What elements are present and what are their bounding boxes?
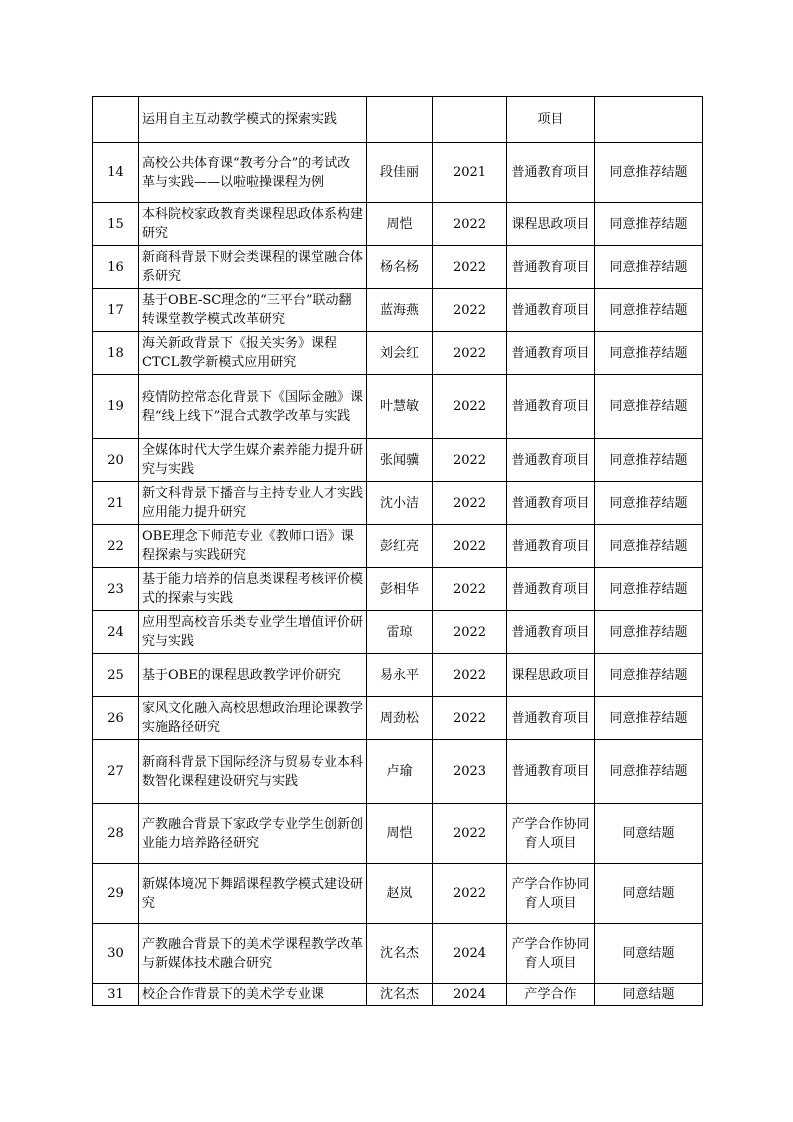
table-body	[93, 97, 703, 1006]
review-result-cell: 同意推荐结题	[595, 740, 703, 804]
project-title-cell: 家风文化融入高校思想政治理论课教学实施路径研究	[139, 697, 367, 740]
row-number-cell: 21	[93, 482, 139, 525]
row-number-cell: 28	[93, 804, 139, 864]
project-leader-cell: 段佳丽	[367, 143, 433, 203]
table-row	[93, 332, 703, 375]
project-leader-cell: 周劲松	[367, 697, 433, 740]
row-number-cell: 20	[93, 439, 139, 482]
review-result-cell: 同意推荐结题	[595, 482, 703, 525]
table-row	[93, 740, 703, 804]
project-title-cell: 新商科背景下国际经济与贸易专业本科数智化课程建设研究与实践	[139, 740, 367, 804]
project-year-cell: 2024	[433, 924, 507, 984]
project-type-cell: 产学合作协同育人项目	[507, 864, 595, 924]
project-title-cell: 海关新政背景下《报关实务》课程CTCL教学新模式应用研究	[139, 332, 367, 375]
project-type-cell: 普通教育项目	[507, 740, 595, 804]
project-year-cell: 2022	[433, 375, 507, 439]
review-result-cell: 同意推荐结题	[595, 525, 703, 568]
project-leader-cell: 沈名杰	[367, 984, 433, 1006]
project-type-cell: 普通教育项目	[507, 375, 595, 439]
project-title-cell: 应用型高校音乐类专业学生增值评价研究与实践	[139, 611, 367, 654]
project-leader-cell: 卢瑜	[367, 740, 433, 804]
row-number-cell: 16	[93, 246, 139, 289]
project-type-cell: 产学合作协同育人项目	[507, 804, 595, 864]
review-result-cell: 同意推荐结题	[595, 611, 703, 654]
project-year-cell: 2022	[433, 611, 507, 654]
project-type-cell: 普通教育项目	[507, 611, 595, 654]
row-number-cell: 14	[93, 143, 139, 203]
row-number-cell: 24	[93, 611, 139, 654]
project-year-cell: 2021	[433, 143, 507, 203]
project-title-cell: 基于OBE-SC理念的“三平台”联动翻转课堂教学模式改革研究	[139, 289, 367, 332]
project-year-cell: 2022	[433, 289, 507, 332]
project-type-cell: 课程思政项目	[507, 203, 595, 246]
row-number-cell: 23	[93, 568, 139, 611]
table-row	[93, 203, 703, 246]
table-row	[93, 482, 703, 525]
project-leader-cell	[367, 97, 433, 143]
project-type-cell: 项目	[507, 97, 595, 143]
row-number-cell: 17	[93, 289, 139, 332]
table-row	[93, 525, 703, 568]
project-title-cell: 校企合作背景下的美术学专业课	[139, 984, 367, 1006]
project-title-cell: 全媒体时代大学生媒介素养能力提升研究与实践	[139, 439, 367, 482]
review-result-cell: 同意推荐结题	[595, 246, 703, 289]
review-result-cell: 同意推荐结题	[595, 568, 703, 611]
table-row	[93, 568, 703, 611]
project-year-cell: 2022	[433, 332, 507, 375]
project-year-cell: 2022	[433, 439, 507, 482]
row-number-cell: 30	[93, 924, 139, 984]
table-row	[93, 697, 703, 740]
row-number-cell: 15	[93, 203, 139, 246]
review-result-cell: 同意推荐结题	[595, 439, 703, 482]
review-result-cell: 同意推荐结题	[595, 143, 703, 203]
review-result-cell: 同意推荐结题	[595, 289, 703, 332]
project-year-cell: 2024	[433, 984, 507, 1006]
row-number-cell: 27	[93, 740, 139, 804]
row-number-cell: 29	[93, 864, 139, 924]
project-type-cell: 普通教育项目	[507, 482, 595, 525]
table-row	[93, 143, 703, 203]
review-result-cell: 同意推荐结题	[595, 697, 703, 740]
review-result-cell: 同意推荐结题	[595, 203, 703, 246]
project-type-cell: 普通教育项目	[507, 332, 595, 375]
project-leader-cell: 周恺	[367, 203, 433, 246]
project-table	[92, 96, 703, 1006]
review-result-cell: 同意推荐结题	[595, 332, 703, 375]
project-year-cell: 2022	[433, 697, 507, 740]
project-year-cell: 2022	[433, 482, 507, 525]
project-leader-cell: 蓝海燕	[367, 289, 433, 332]
table-row	[93, 654, 703, 697]
table-row	[93, 246, 703, 289]
project-leader-cell: 彭相华	[367, 568, 433, 611]
project-type-cell: 产学合作协同育人项目	[507, 924, 595, 984]
project-title-cell: OBE理念下师范专业《教师口语》课程探索与实践研究	[139, 525, 367, 568]
review-result-cell: 同意结题	[595, 804, 703, 864]
project-type-cell: 普通教育项目	[507, 439, 595, 482]
row-number-cell: 18	[93, 332, 139, 375]
row-number-cell: 19	[93, 375, 139, 439]
table-row	[93, 375, 703, 439]
project-title-cell: 基于OBE的课程思政教学评价研究	[139, 654, 367, 697]
project-year-cell: 2022	[433, 525, 507, 568]
table-row	[93, 97, 703, 143]
project-leader-cell: 杨名杨	[367, 246, 433, 289]
project-title-cell: 产教融合背景下家政学专业学生创新创业能力培养路径研究	[139, 804, 367, 864]
project-leader-cell: 沈小洁	[367, 482, 433, 525]
project-type-cell: 普通教育项目	[507, 697, 595, 740]
project-title-cell: 新媒体境况下舞蹈课程教学模式建设研究	[139, 864, 367, 924]
project-title-cell: 新文科背景下播音与主持专业人才实践应用能力提升研究	[139, 482, 367, 525]
row-number-cell: 22	[93, 525, 139, 568]
project-leader-cell: 叶慧敏	[367, 375, 433, 439]
review-result-cell: 同意结题	[595, 864, 703, 924]
project-title-cell: 新商科背景下财会类课程的课堂融合体系研究	[139, 246, 367, 289]
project-type-cell: 普通教育项目	[507, 525, 595, 568]
review-result-cell	[595, 97, 703, 143]
row-number-cell: 31	[93, 984, 139, 1006]
project-leader-cell: 刘会红	[367, 332, 433, 375]
table-row	[93, 289, 703, 332]
review-result-cell: 同意结题	[595, 984, 703, 1006]
project-type-cell: 课程思政项目	[507, 654, 595, 697]
project-type-cell: 普通教育项目	[507, 246, 595, 289]
project-leader-cell: 周恺	[367, 804, 433, 864]
project-year-cell: 2023	[433, 740, 507, 804]
review-result-cell: 同意结题	[595, 924, 703, 984]
table-row	[93, 439, 703, 482]
project-title-cell: 运用自主互动教学模式的探索实践	[139, 97, 367, 143]
project-year-cell: 2022	[433, 568, 507, 611]
project-type-cell: 普通教育项目	[507, 143, 595, 203]
project-type-cell: 普通教育项目	[507, 289, 595, 332]
row-number-cell: 25	[93, 654, 139, 697]
table-row	[93, 804, 703, 864]
project-year-cell: 2022	[433, 246, 507, 289]
review-result-cell: 同意推荐结题	[595, 654, 703, 697]
project-year-cell: 2022	[433, 864, 507, 924]
table-row	[93, 864, 703, 924]
project-type-cell: 普通教育项目	[507, 568, 595, 611]
table-row	[93, 984, 703, 1006]
project-title-cell: 高校公共体育课“教考分合”的考试改革与实践——以啦啦操课程为例	[139, 143, 367, 203]
project-title-cell: 基于能力培养的信息类课程考核评价模式的探索与实践	[139, 568, 367, 611]
project-leader-cell: 易永平	[367, 654, 433, 697]
row-number-cell: 26	[93, 697, 139, 740]
project-type-cell: 产学合作	[507, 984, 595, 1006]
project-year-cell: 2022	[433, 804, 507, 864]
project-leader-cell: 雷琼	[367, 611, 433, 654]
project-year-cell: 2022	[433, 654, 507, 697]
project-leader-cell: 沈名杰	[367, 924, 433, 984]
project-leader-cell: 彭红亮	[367, 525, 433, 568]
table-row	[93, 611, 703, 654]
project-leader-cell: 赵岚	[367, 864, 433, 924]
project-title-cell: 本科院校家政教育类课程思政体系构建研究	[139, 203, 367, 246]
project-title-cell: 产教融合背景下的美术学课程教学改革与新媒体技术融合研究	[139, 924, 367, 984]
project-leader-cell: 张闻骥	[367, 439, 433, 482]
review-result-cell: 同意推荐结题	[595, 375, 703, 439]
project-year-cell	[433, 97, 507, 143]
project-year-cell: 2022	[433, 203, 507, 246]
project-title-cell: 疫情防控常态化背景下《国际金融》课程“线上线下”混合式教学改革与实践	[139, 375, 367, 439]
table-row	[93, 924, 703, 984]
row-number-cell	[93, 97, 139, 143]
